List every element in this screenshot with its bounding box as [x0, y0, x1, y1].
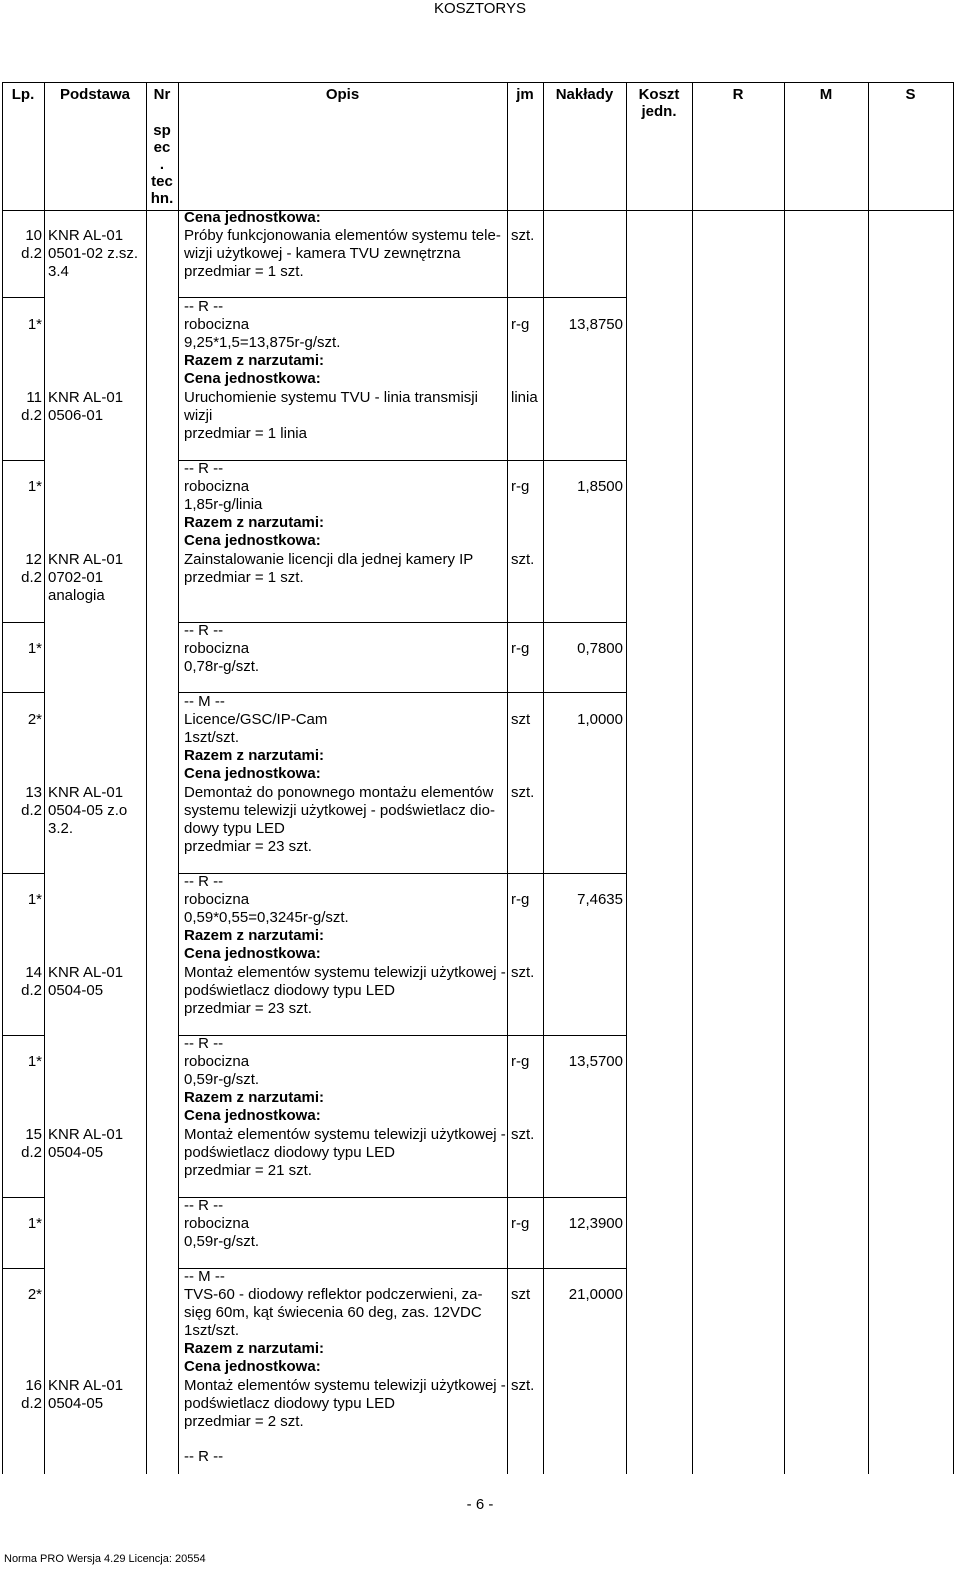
- cell-podstawa: 0501-02 z.sz.: [48, 245, 139, 262]
- cell-opis: przedmiar = 1 linia: [184, 425, 307, 442]
- cell-jm: szt: [511, 711, 531, 728]
- col-line-lp: [44, 82, 45, 1474]
- cell-podstawa: KNR AL-01: [48, 784, 124, 801]
- row-separator-right: [178, 622, 626, 623]
- cell-podstawa: 0506-01: [48, 407, 104, 424]
- page-number: - 6 -: [466, 1496, 494, 1513]
- header-nr-spec-5: hn.: [150, 190, 174, 207]
- cell-podstawa: KNR AL-01: [48, 389, 124, 406]
- cell-opis: -- R --: [184, 1197, 224, 1214]
- cell-opis: Zainstalowanie licencji dla jednej kamery IP: [184, 551, 474, 568]
- cell-opis: Razem z narzutami:: [184, 514, 325, 531]
- col-line-opis: [507, 82, 508, 1474]
- cell-jm: szt.: [511, 227, 535, 244]
- row-separator-left: [2, 297, 44, 298]
- cell-opis: podświetlacz diodowy typu LED: [184, 1144, 395, 1161]
- cell-opis: Cena jednostkowa:: [184, 1358, 321, 1375]
- cell-opis: -- R --: [184, 873, 224, 890]
- cell-podstawa: KNR AL-01: [48, 1377, 124, 1394]
- cell-podstawa: 0504-05: [48, 982, 104, 999]
- header-nr-spec-1: sp: [153, 122, 171, 139]
- cell-lp: 2*: [27, 711, 42, 728]
- row-separator-left: [2, 622, 44, 623]
- col-line-jm: [543, 82, 544, 1474]
- cell-lp: 12: [25, 551, 42, 568]
- cell-opis: Cena jednostkowa:: [184, 765, 321, 782]
- header-bottom-border: [2, 210, 954, 211]
- cell-lp: 16: [25, 1377, 42, 1394]
- cell-podstawa: KNR AL-01: [48, 964, 124, 981]
- cell-opis: Próby funkcjonowania elementów systemu tele-: [184, 227, 501, 244]
- cell-lp: d.2: [21, 407, 42, 424]
- cell-opis: 0,59r-g/szt.: [184, 1233, 260, 1250]
- cell-podstawa: analogia: [48, 587, 105, 604]
- cell-opis: przedmiar = 2 szt.: [184, 1413, 304, 1430]
- cost-table: [2, 82, 954, 1474]
- row-separator-right: [178, 297, 626, 298]
- row-separator-right: [178, 1268, 626, 1269]
- cell-opis: -- R --: [184, 1448, 224, 1465]
- cell-lp: d.2: [21, 802, 42, 819]
- cell-opis: Montaż elementów systemu telewizji użytkowej -: [184, 964, 506, 981]
- cell-jm: szt.: [511, 784, 535, 801]
- row-separator-left: [2, 460, 44, 461]
- cell-opis: wizji użytkowej - kamera TVU zewnętrzna: [184, 245, 461, 262]
- cell-opis: robocizna: [184, 891, 250, 908]
- header-s: S: [905, 86, 916, 103]
- header-r: R: [732, 86, 744, 103]
- row-separator-right: [178, 873, 626, 874]
- cell-opis: wizji: [184, 407, 213, 424]
- col-line-r: [784, 82, 785, 1474]
- col-line-podstawa: [146, 82, 147, 1474]
- cell-opis: systemu telewizji użytkowej - podświetlacz dio-: [184, 802, 495, 819]
- cell-opis: 0,59*0,55=0,3245r-g/szt.: [184, 909, 349, 926]
- header-opis: Opis: [325, 86, 360, 103]
- cell-opis: robocizna: [184, 640, 250, 657]
- cell-opis: robocizna: [184, 316, 250, 333]
- header-nr-spec-3: .: [159, 156, 165, 173]
- header-koszt-line2: jedn.: [641, 103, 677, 120]
- cell-opis: 1szt/szt.: [184, 729, 240, 746]
- cell-opis: Razem z narzutami:: [184, 1340, 325, 1357]
- header-nr-spec-4: tec: [151, 173, 173, 190]
- cell-opis: przedmiar = 21 szt.: [184, 1162, 312, 1179]
- header-jm: jm: [516, 86, 534, 103]
- page-title: KOSZTORYS: [434, 0, 526, 17]
- cell-jm: szt.: [511, 964, 535, 981]
- header-nr-spec: [146, 122, 178, 207]
- cell-naklady: 13,8750: [568, 316, 623, 333]
- header-naklady: Nakłady: [555, 86, 614, 103]
- cell-lp: 1*: [27, 640, 42, 657]
- cell-lp: 13: [25, 784, 42, 801]
- cell-lp: 1*: [27, 1215, 42, 1232]
- cell-podstawa: 3.4: [48, 263, 69, 280]
- header-lp: Lp.: [11, 86, 35, 103]
- cell-opis: -- R --: [184, 460, 224, 477]
- cell-lp: 10: [25, 227, 42, 244]
- row-separator-left: [2, 1197, 44, 1198]
- cell-jm: szt.: [511, 551, 535, 568]
- cell-opis: 1szt/szt.: [184, 1322, 240, 1339]
- cell-podstawa: 0504-05 z.o: [48, 802, 128, 819]
- header-koszt: [626, 86, 692, 120]
- cell-jm: r-g: [511, 316, 530, 333]
- header-podstawa: Podstawa: [59, 86, 131, 103]
- table-top-border: [2, 82, 954, 83]
- cell-lp: 2*: [27, 1286, 42, 1303]
- row-separator-left: [2, 692, 44, 693]
- cell-lp: 1*: [27, 316, 42, 333]
- header-koszt-line1: Koszt: [638, 86, 680, 103]
- cell-podstawa: KNR AL-01: [48, 1126, 124, 1143]
- cell-opis: Cena jednostkowa:: [184, 532, 321, 549]
- cell-podstawa: 3.2.: [48, 820, 74, 837]
- col-line-right: [953, 82, 954, 1474]
- row-separator-right: [178, 1197, 626, 1198]
- cell-opis: -- M --: [184, 1268, 225, 1285]
- cell-podstawa: 0702-01: [48, 569, 104, 586]
- cell-jm: szt.: [511, 1377, 535, 1394]
- cell-opis: Cena jednostkowa:: [184, 945, 321, 962]
- cell-naklady: 0,7800: [577, 640, 623, 657]
- row-separator-right: [178, 692, 626, 693]
- cell-lp: d.2: [21, 1395, 42, 1412]
- cell-opis: Montaż elementów systemu telewizji użytkowej -: [184, 1377, 506, 1394]
- cell-lp: d.2: [21, 569, 42, 586]
- cell-opis: Cena jednostkowa:: [184, 370, 321, 387]
- cell-naklady: 21,0000: [568, 1286, 623, 1303]
- cell-podstawa: 0504-05: [48, 1395, 104, 1412]
- cell-opis: -- R --: [184, 1035, 224, 1052]
- row-separator-right: [178, 460, 626, 461]
- cell-podstawa: KNR AL-01: [48, 551, 124, 568]
- header-m: M: [819, 86, 833, 103]
- cell-opis: Demontaż do ponownego montażu elementów: [184, 784, 494, 801]
- cell-opis: robocizna: [184, 1215, 250, 1232]
- col-line-koszt: [692, 82, 693, 1474]
- cell-jm: szt: [511, 1286, 531, 1303]
- cell-opis: 9,25*1,5=13,875r-g/szt.: [184, 334, 341, 351]
- cell-naklady: 7,4635: [577, 891, 623, 908]
- cell-opis: -- M --: [184, 693, 225, 710]
- cell-opis: 1,85r-g/linia: [184, 496, 263, 513]
- cell-jm: r-g: [511, 891, 530, 908]
- cell-opis: Razem z narzutami:: [184, 1089, 325, 1106]
- cell-opis: przedmiar = 1 szt.: [184, 263, 304, 280]
- cell-opis: podświetlacz diodowy typu LED: [184, 982, 395, 999]
- header-nr: Nr: [153, 86, 171, 103]
- row-separator-left: [2, 1035, 44, 1036]
- cell-jm: r-g: [511, 1215, 530, 1232]
- cell-opis: -- R --: [184, 622, 224, 639]
- cell-lp: d.2: [21, 1144, 42, 1161]
- cell-opis: Razem z narzutami:: [184, 927, 325, 944]
- cell-jm: szt.: [511, 1126, 535, 1143]
- cell-lp: 11: [26, 389, 42, 406]
- cell-lp: 14: [25, 964, 42, 981]
- cell-lp: 1*: [27, 478, 42, 495]
- cell-opis: przedmiar = 1 szt.: [184, 569, 304, 586]
- cell-jm: r-g: [511, 478, 530, 495]
- row-separator-right: [178, 1035, 626, 1036]
- cell-jm: linia: [511, 389, 538, 406]
- cell-opis: robocizna: [184, 1053, 250, 1070]
- cell-naklady: 13,5700: [568, 1053, 623, 1070]
- cell-naklady: 1,8500: [577, 478, 623, 495]
- cell-opis: TVS-60 - diodowy reflektor podczerwieni, za-: [184, 1286, 483, 1303]
- cell-opis: robocizna: [184, 478, 250, 495]
- cell-jm: r-g: [511, 640, 530, 657]
- col-line-naklady: [626, 82, 627, 1474]
- cell-naklady: 12,3900: [568, 1215, 623, 1232]
- cell-opis: Razem z narzutami:: [184, 747, 325, 764]
- col-line-nr: [178, 82, 179, 1474]
- cell-opis: 0,78r-g/szt.: [184, 658, 260, 675]
- cell-lp: d.2: [21, 245, 42, 262]
- header-nr-spec-2: ec: [153, 139, 171, 156]
- cell-opis: podświetlacz diodowy typu LED: [184, 1395, 395, 1412]
- row-separator-left: [2, 873, 44, 874]
- cell-opis: Licence/GSC/IP-Cam: [184, 711, 328, 728]
- software-note: Norma PRO Wersja 4.29 Licencja: 20554: [4, 1553, 206, 1565]
- cell-jm: r-g: [511, 1053, 530, 1070]
- cell-opis: przedmiar = 23 szt.: [184, 1000, 312, 1017]
- cell-lp: 1*: [27, 1053, 42, 1070]
- cell-opis: przedmiar = 23 szt.: [184, 838, 312, 855]
- cell-opis: dowy typu LED: [184, 820, 285, 837]
- cell-opis: Montaż elementów systemu telewizji użytkowej -: [184, 1126, 506, 1143]
- cell-podstawa: 0504-05: [48, 1144, 104, 1161]
- col-line-left: [2, 82, 3, 1474]
- cell-opis: Razem z narzutami:: [184, 352, 325, 369]
- cell-lp: 1*: [27, 891, 42, 908]
- cell-opis: Cena jednostkowa:: [184, 1107, 321, 1124]
- cell-opis: -- R --: [184, 298, 224, 315]
- cell-lp: d.2: [21, 982, 42, 999]
- cell-naklady: 1,0000: [577, 711, 623, 728]
- row-separator-left: [2, 1268, 44, 1269]
- col-line-m: [868, 82, 869, 1474]
- cell-opis: Cena jednostkowa:: [184, 209, 321, 226]
- cell-opis: Uruchomienie systemu TVU - linia transmisji: [184, 389, 478, 406]
- cell-opis: sięg 60m, kąt świecenia 60 deg, zas. 12VDC: [184, 1304, 482, 1321]
- cell-podstawa: KNR AL-01: [48, 227, 124, 244]
- cell-opis: 0,59r-g/szt.: [184, 1071, 260, 1088]
- cell-lp: 15: [25, 1126, 42, 1143]
